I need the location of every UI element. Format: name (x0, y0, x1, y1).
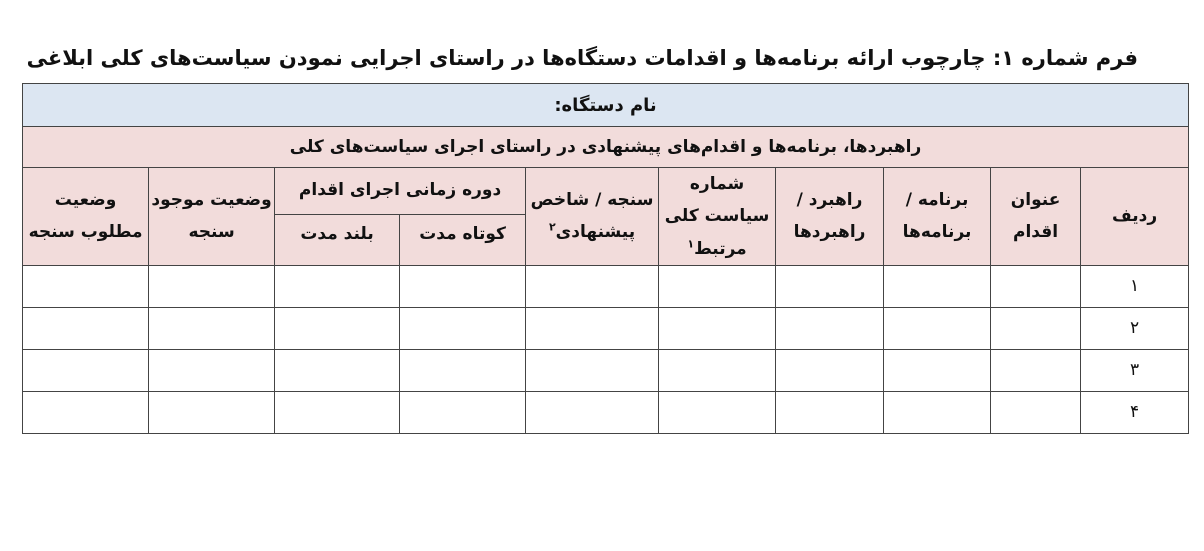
strategies-cell[interactable] (776, 307, 884, 349)
header-indicator (526, 168, 659, 266)
header-target-status-text: وضعیت مطلوب سنجه (28, 190, 143, 243)
programs-cell[interactable] (884, 307, 991, 349)
header-short-term: کوتاه مدت (400, 214, 526, 265)
header-row-number: ردیف (1081, 168, 1189, 266)
row-number-cell: ۲ (1081, 307, 1189, 349)
agency-row (23, 84, 1189, 127)
strategies-cell[interactable] (776, 349, 884, 391)
action-title-cell[interactable] (991, 265, 1081, 307)
table-row (23, 349, 1189, 391)
policy-number-cell[interactable] (659, 391, 776, 433)
header-current-status-text: وضعیت موجود سنجه (151, 190, 272, 243)
programs-cell[interactable] (884, 349, 991, 391)
header-strategies (776, 168, 884, 266)
indicator-cell[interactable] (526, 265, 659, 307)
current-status-cell[interactable] (149, 391, 275, 433)
target-status-cell[interactable] (23, 307, 149, 349)
current-status-cell[interactable] (149, 265, 275, 307)
header-action-title (991, 168, 1081, 266)
indicator-cell[interactable] (526, 349, 659, 391)
long-term-cell[interactable] (275, 349, 400, 391)
programs-cell[interactable] (884, 391, 991, 433)
current-status-cell[interactable] (149, 307, 275, 349)
header-programs (884, 168, 991, 266)
action-title-cell[interactable] (991, 307, 1081, 349)
header-current-status (149, 168, 275, 266)
header-strategies-text: راهبرد / راهبردها (793, 190, 866, 243)
header-long-term: بلند مدت (275, 214, 400, 265)
table-row (23, 265, 1189, 307)
target-status-cell[interactable] (23, 349, 149, 391)
row-number-cell: ۴ (1081, 391, 1189, 433)
header-target-status (23, 168, 149, 266)
footnote-marker-1: ۱ (687, 236, 695, 250)
programs-cell[interactable] (884, 265, 991, 307)
agency-name-label[interactable]: نام دستگاه: (23, 84, 1189, 127)
table-row (23, 307, 1189, 349)
form-title: فرم شماره ۱: چارچوب ارائه برنامه‌ها و اقدامات دستگاه‌ها در راستای اجرایی نمودن سیاست‌های کلی ابلاغی (26, 46, 1138, 70)
header-row-1 (23, 168, 1189, 215)
section-title: راهبردها، برنامه‌ها و اقدام‌های پیشنهادی در راستای اجرای سیاست‌های کلی (23, 127, 1189, 168)
border-gap (499, 500, 521, 504)
header-indicator-text: سنجه / شاخص پیشنهادی (530, 190, 654, 243)
table-row (23, 391, 1189, 433)
policy-number-cell[interactable] (659, 265, 776, 307)
long-term-cell[interactable] (275, 265, 400, 307)
short-term-cell[interactable] (400, 307, 526, 349)
policy-number-cell[interactable] (659, 307, 776, 349)
footnote-marker-2: ۲ (548, 220, 556, 234)
long-term-cell[interactable] (275, 307, 400, 349)
indicator-cell[interactable] (526, 391, 659, 433)
header-policy-number-text: شماره سیاست کلی مرتبط (664, 174, 770, 259)
current-status-cell[interactable] (149, 349, 275, 391)
header-execution-period: دوره زمانی اجرای اقدام (275, 168, 526, 215)
row-number-cell: ۳ (1081, 349, 1189, 391)
row-number-cell: ۱ (1081, 265, 1189, 307)
short-term-cell[interactable] (400, 349, 526, 391)
policy-number-cell[interactable] (659, 349, 776, 391)
header-programs-text: برنامه /برنامه‌ها (902, 190, 972, 243)
short-term-cell[interactable] (400, 265, 526, 307)
target-status-cell[interactable] (23, 265, 149, 307)
section-row (23, 127, 1189, 168)
short-term-cell[interactable] (400, 391, 526, 433)
indicator-cell[interactable] (526, 307, 659, 349)
target-status-cell[interactable] (23, 391, 149, 433)
action-title-cell[interactable] (991, 349, 1081, 391)
strategies-cell[interactable] (776, 265, 884, 307)
policy-framework-table (22, 83, 1189, 434)
strategies-cell[interactable] (776, 391, 884, 433)
header-policy-number (659, 168, 776, 266)
action-title-cell[interactable] (991, 391, 1081, 433)
long-term-cell[interactable] (275, 391, 400, 433)
header-action-title-text: عنوان اقدام (1010, 190, 1061, 243)
